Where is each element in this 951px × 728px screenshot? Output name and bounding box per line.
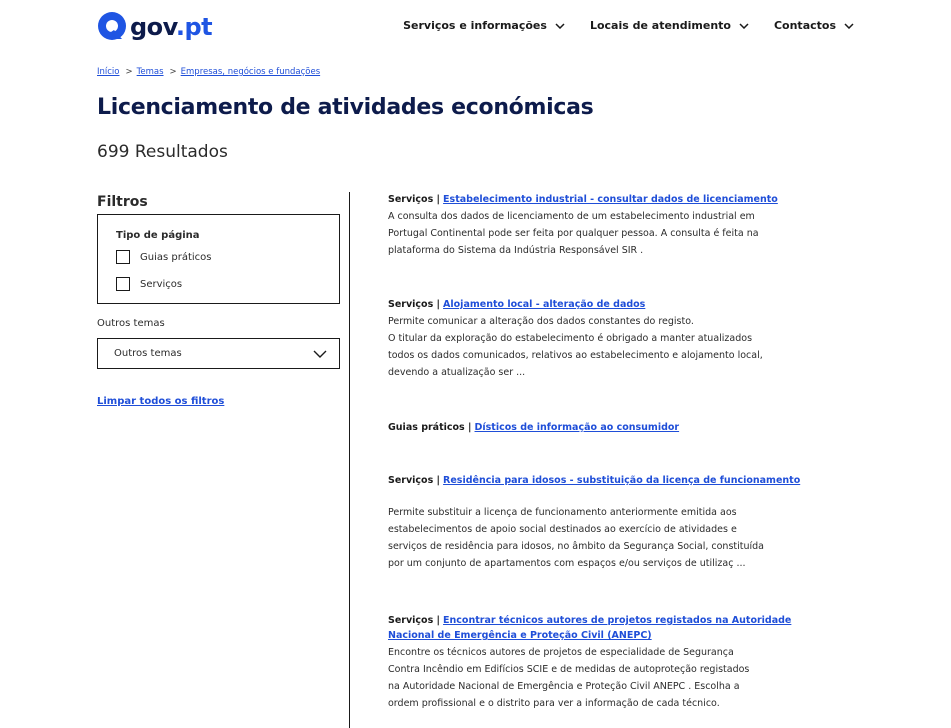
gov-pt-logo-icon: [97, 11, 127, 43]
result-description-line: todos os dados comunicados, relativos ao estabelecimento e alojamento local,: [388, 350, 763, 361]
result-description-line: na Autoridade Nacional de Emergência e Proteção Civil ANEPC . Escolha a: [388, 681, 740, 692]
chevron-down-icon: [555, 23, 565, 29]
result-item: [388, 297, 828, 381]
filters-title: Filtros: [97, 194, 148, 210]
result-item: [388, 613, 828, 712]
logo-text: [130, 13, 212, 41]
results-count: 699 Resultados: [97, 142, 228, 162]
result-item: [388, 192, 828, 259]
result-description-line: estabelecimentos de apoio social destinados ao exercício de atividades e: [388, 524, 737, 535]
logo-tld: .pt: [175, 13, 213, 41]
result-description-line: Encontre os técnicos autores de projetos de especialidade de Segurança: [388, 647, 734, 658]
breadcrumb-link-empresas[interactable]: Empresas, negócios e fundações: [180, 67, 321, 77]
result-header: [388, 613, 828, 643]
result-title-link[interactable]: Estabelecimento industrial - consultar dados de licenciamento: [443, 194, 778, 205]
result-description: [388, 644, 828, 712]
filter-option-label: Guias práticos: [140, 251, 212, 263]
result-header: [388, 420, 828, 435]
result-description-line: serviços de residência para idosos, no âmbito da Segurança Social, constituída: [388, 541, 765, 552]
nav-item-label: Contactos: [773, 19, 836, 32]
result-description-line: Contra Incêndio em Edifícios SCIE e de medidas de autoproteção registados: [388, 664, 750, 675]
filter-option-label: Serviços: [140, 278, 183, 290]
result-title-link[interactable]: Encontrar técnicos autores de projetos registados na Autoridade Nacional de Emergência e Proteção Civil (ANEPC): [388, 615, 792, 641]
chevron-down-icon: [313, 350, 327, 358]
breadcrumb-link-inicio[interactable]: Início: [97, 67, 120, 77]
result-title-link[interactable]: Residência para idosos - substituição da licença de funcionamento: [443, 475, 801, 486]
result-type: Serviços |: [388, 194, 441, 205]
result-description-line: por um conjunto de apartamentos com espaços e/ou serviços de utilizaç ...: [388, 558, 746, 569]
result-description: [388, 208, 828, 259]
result-title-link[interactable]: Dísticos de informação ao consumidor: [474, 422, 680, 433]
gov-pt-logo[interactable]: [97, 11, 212, 43]
main-nav: [378, 19, 854, 32]
result-description-line: devendo a atualização ser ...: [388, 367, 526, 378]
chevron-down-icon: [844, 23, 854, 29]
breadcrumb-separator: >: [169, 67, 177, 77]
result-header: [388, 473, 828, 488]
result-description-line: ordem profissional e o distrito para ver a informação de cada técnico.: [388, 698, 720, 709]
page-type-filter: [97, 214, 340, 304]
result-header: [388, 297, 828, 312]
result-description: [388, 313, 828, 381]
result-header: [388, 192, 828, 207]
clear-filters-link[interactable]: Limpar todos os filtros: [97, 396, 225, 407]
result-type: Serviços |: [388, 615, 441, 626]
page-title: Licenciamento de atividades económicas: [97, 95, 594, 120]
nav-item-label: Serviços e informações: [403, 19, 547, 32]
site-header: [0, 0, 951, 56]
nav-item-servicos[interactable]: [403, 19, 565, 32]
result-item: [388, 473, 828, 572]
result-description-line: Permite substituir a licença de funcionamento anteriormente emitida aos: [388, 507, 737, 518]
other-topics-label: Outros temas: [97, 318, 165, 329]
result-type: Guias práticos |: [388, 422, 472, 433]
result-description-line: Portugal Continental pode ser feita por qualquer pessoa. A consulta é feita na: [388, 228, 759, 239]
logo-name: gov: [130, 13, 176, 41]
sidebar-divider: [349, 192, 350, 728]
filter-option-servicos[interactable]: [116, 277, 182, 291]
checkbox[interactable]: [116, 277, 130, 291]
result-description-line: plataforma do Sistema da Indústria Responsável SIR .: [388, 245, 644, 256]
select-value: Outros temas: [114, 348, 182, 359]
result-title-link[interactable]: Alojamento local - alteração de dados: [443, 299, 646, 310]
result-type: Serviços |: [388, 299, 441, 310]
breadcrumb-separator: >: [125, 67, 133, 77]
nav-item-locais[interactable]: [590, 19, 749, 32]
breadcrumb: [97, 67, 320, 77]
result-type: Serviços |: [388, 475, 441, 486]
nav-item-label: Locais de atendimento: [589, 19, 731, 32]
result-item: [388, 420, 828, 435]
filter-option-guias[interactable]: [116, 250, 212, 264]
result-description-line: O titular da exploração do estabelecimento é obrigado a manter atualizados: [388, 333, 753, 344]
page-type-label: Tipo de página: [116, 230, 200, 241]
nav-item-contactos[interactable]: [774, 19, 854, 32]
chevron-down-icon: [739, 23, 749, 29]
breadcrumb-link-temas[interactable]: Temas: [136, 67, 164, 77]
checkbox[interactable]: [116, 250, 130, 264]
other-topics-select[interactable]: [97, 338, 340, 369]
result-description: [388, 504, 828, 572]
result-description-line: Permite comunicar a alteração dos dados constantes do registo.: [388, 316, 694, 327]
result-description-line: A consulta dos dados de licenciamento de um estabelecimento industrial em: [388, 211, 755, 222]
